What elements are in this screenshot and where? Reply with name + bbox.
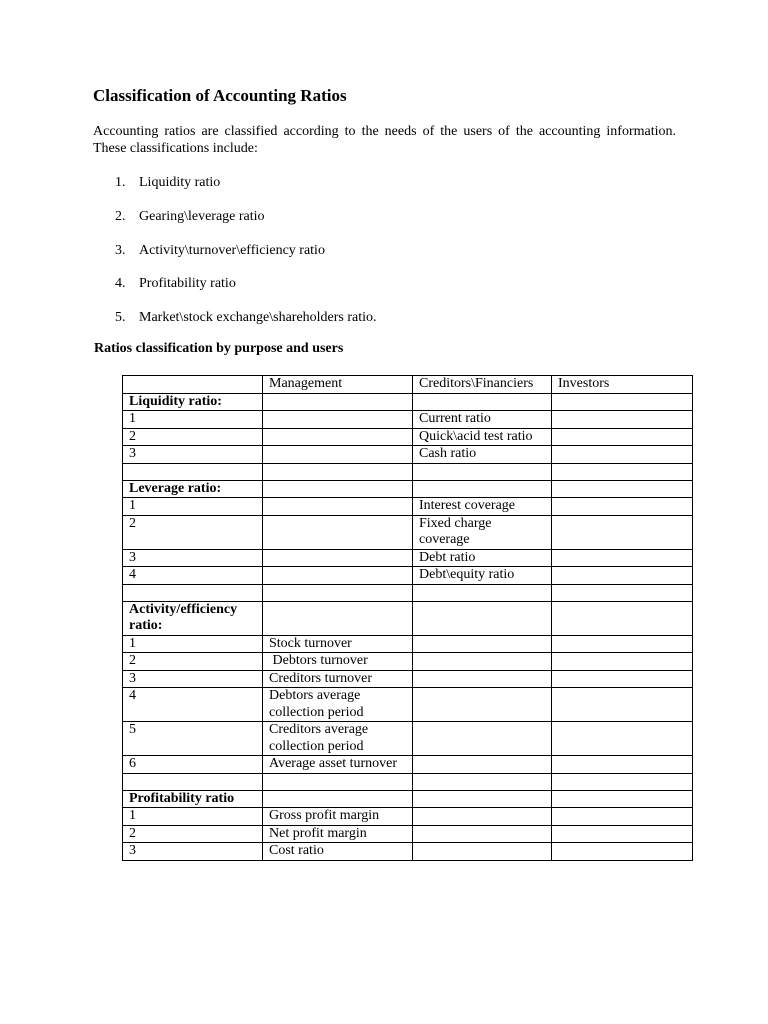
table-cell — [552, 549, 693, 567]
table-cell — [413, 480, 552, 498]
table-cell — [552, 480, 693, 498]
table-cell — [552, 688, 693, 722]
page-title: Classification of Accounting Ratios — [93, 86, 347, 105]
table-section-row — [123, 393, 693, 411]
table-cell — [552, 515, 693, 549]
table-header-cell: Creditors\Financiers — [413, 376, 552, 394]
row-number-cell: 1 — [123, 498, 263, 516]
table-cell — [413, 790, 552, 808]
list-item-text: Profitability ratio — [139, 276, 236, 291]
table-cell — [552, 773, 693, 790]
row-number-cell: 3 — [123, 549, 263, 567]
table-cell: Fixed charge coverage — [413, 515, 552, 549]
row-number-cell: 4 — [123, 567, 263, 585]
row-number-cell: 6 — [123, 756, 263, 774]
table-cell: Quick\acid test ratio — [413, 428, 552, 446]
table-cell — [413, 601, 552, 635]
table-cell — [552, 843, 693, 861]
row-number-cell: 3 — [123, 843, 263, 861]
table-cell: Debtors turnover — [263, 653, 413, 671]
table-row — [123, 722, 693, 756]
table-cell — [263, 498, 413, 516]
table-cell: Cost ratio — [263, 843, 413, 861]
section-heading-cell: Profitability ratio — [123, 790, 263, 808]
table-cell — [552, 722, 693, 756]
table-cell: Creditors average collection period — [263, 722, 413, 756]
table-cell — [552, 653, 693, 671]
table-cell — [263, 549, 413, 567]
table-cell — [263, 393, 413, 411]
table-row — [123, 428, 693, 446]
list-item-number: 4. — [115, 276, 126, 291]
table-cell — [552, 756, 693, 774]
list-item-text: Market\stock exchange\shareholders ratio. — [139, 310, 377, 325]
table-cell — [263, 411, 413, 429]
row-number-cell: 1 — [123, 635, 263, 653]
table-cell — [413, 825, 552, 843]
section-heading-cell: Activity/efficiency ratio: — [123, 601, 263, 635]
table-cell — [263, 515, 413, 549]
table-cell: Debt\equity ratio — [413, 567, 552, 585]
table-spacer-row — [123, 584, 693, 601]
table-row — [123, 688, 693, 722]
table-spacer-row — [123, 463, 693, 480]
table-header-cell: Investors — [552, 376, 693, 394]
list-item-number: 3. — [115, 243, 126, 258]
table-row — [123, 498, 693, 516]
table-cell: Stock turnover — [263, 635, 413, 653]
row-number-cell: 1 — [123, 808, 263, 826]
table-row — [123, 653, 693, 671]
row-number-cell: 3 — [123, 670, 263, 688]
table-row — [123, 843, 693, 861]
row-number-cell — [123, 773, 263, 790]
table-cell — [552, 428, 693, 446]
table-cell — [413, 393, 552, 411]
list-item-number: 2. — [115, 209, 126, 224]
table-section-row — [123, 480, 693, 498]
table-cell — [413, 773, 552, 790]
table-title: Ratios classification by purpose and users — [94, 341, 344, 356]
table-cell — [263, 790, 413, 808]
row-number-cell: 2 — [123, 825, 263, 843]
list-item-text: Gearing\leverage ratio — [139, 209, 265, 224]
table-cell — [552, 463, 693, 480]
table-row — [123, 635, 693, 653]
list-item-text: Activity\turnover\efficiency ratio — [139, 243, 325, 258]
table-cell — [263, 428, 413, 446]
table-row — [123, 567, 693, 585]
table-cell — [552, 601, 693, 635]
table-cell: Cash ratio — [413, 446, 552, 464]
table-cell — [263, 601, 413, 635]
table-row — [123, 411, 693, 429]
table-cell — [263, 773, 413, 790]
table-cell: Gross profit margin — [263, 808, 413, 826]
table-cell — [552, 790, 693, 808]
table-cell — [413, 635, 552, 653]
row-number-cell — [123, 584, 263, 601]
table-cell — [413, 808, 552, 826]
list-item-text: Liquidity ratio — [139, 175, 221, 190]
table-row — [123, 446, 693, 464]
table-cell: Average asset turnover — [263, 756, 413, 774]
table-cell — [552, 584, 693, 601]
list-item-number: 1. — [115, 175, 126, 190]
table-cell — [552, 808, 693, 826]
table-cell — [552, 825, 693, 843]
table-cell: Current ratio — [413, 411, 552, 429]
row-number-cell: 4 — [123, 688, 263, 722]
table-header-cell: Management — [263, 376, 413, 394]
table-cell: Creditors turnover — [263, 670, 413, 688]
table-cell — [552, 446, 693, 464]
section-heading-cell: Liquidity ratio: — [123, 393, 263, 411]
table-cell — [552, 411, 693, 429]
table-cell — [263, 446, 413, 464]
table-row — [123, 825, 693, 843]
table-row — [123, 549, 693, 567]
row-number-cell: 5 — [123, 722, 263, 756]
table-cell — [552, 670, 693, 688]
table-cell — [263, 463, 413, 480]
table-row — [123, 808, 693, 826]
table-cell: Debtors average collection period — [263, 688, 413, 722]
table-body — [123, 393, 693, 860]
table-cell — [413, 653, 552, 671]
table-cell — [413, 688, 552, 722]
table-cell — [263, 567, 413, 585]
table-cell: Debt ratio — [413, 549, 552, 567]
table-row — [123, 515, 693, 549]
row-number-cell: 2 — [123, 653, 263, 671]
row-number-cell: 3 — [123, 446, 263, 464]
table-cell — [413, 670, 552, 688]
table-cell — [413, 463, 552, 480]
table-cell — [552, 393, 693, 411]
table-cell — [413, 722, 552, 756]
table-cell — [263, 480, 413, 498]
list-item-number: 5. — [115, 310, 126, 325]
table-cell — [413, 584, 552, 601]
table-row — [123, 670, 693, 688]
table-cell — [552, 635, 693, 653]
table-cell: Interest coverage — [413, 498, 552, 516]
table-cell — [413, 843, 552, 861]
row-number-cell: 2 — [123, 515, 263, 549]
table-header-row — [123, 376, 693, 394]
table-row — [123, 756, 693, 774]
table-cell — [263, 584, 413, 601]
section-heading-cell: Leverage ratio: — [123, 480, 263, 498]
row-number-cell: 2 — [123, 428, 263, 446]
table-section-row — [123, 601, 693, 635]
row-number-cell — [123, 463, 263, 480]
table-cell: Net profit margin — [263, 825, 413, 843]
table-cell — [413, 756, 552, 774]
row-number-cell: 1 — [123, 411, 263, 429]
table-section-row — [123, 790, 693, 808]
ratios-table — [122, 375, 693, 861]
table-cell — [552, 567, 693, 585]
table-header-cell — [123, 376, 263, 394]
intro-paragraph: Accounting ratios are classified according to the needs of the users of the accounting information. These classifications include: — [93, 124, 676, 156]
table-spacer-row — [123, 773, 693, 790]
table-cell — [552, 498, 693, 516]
